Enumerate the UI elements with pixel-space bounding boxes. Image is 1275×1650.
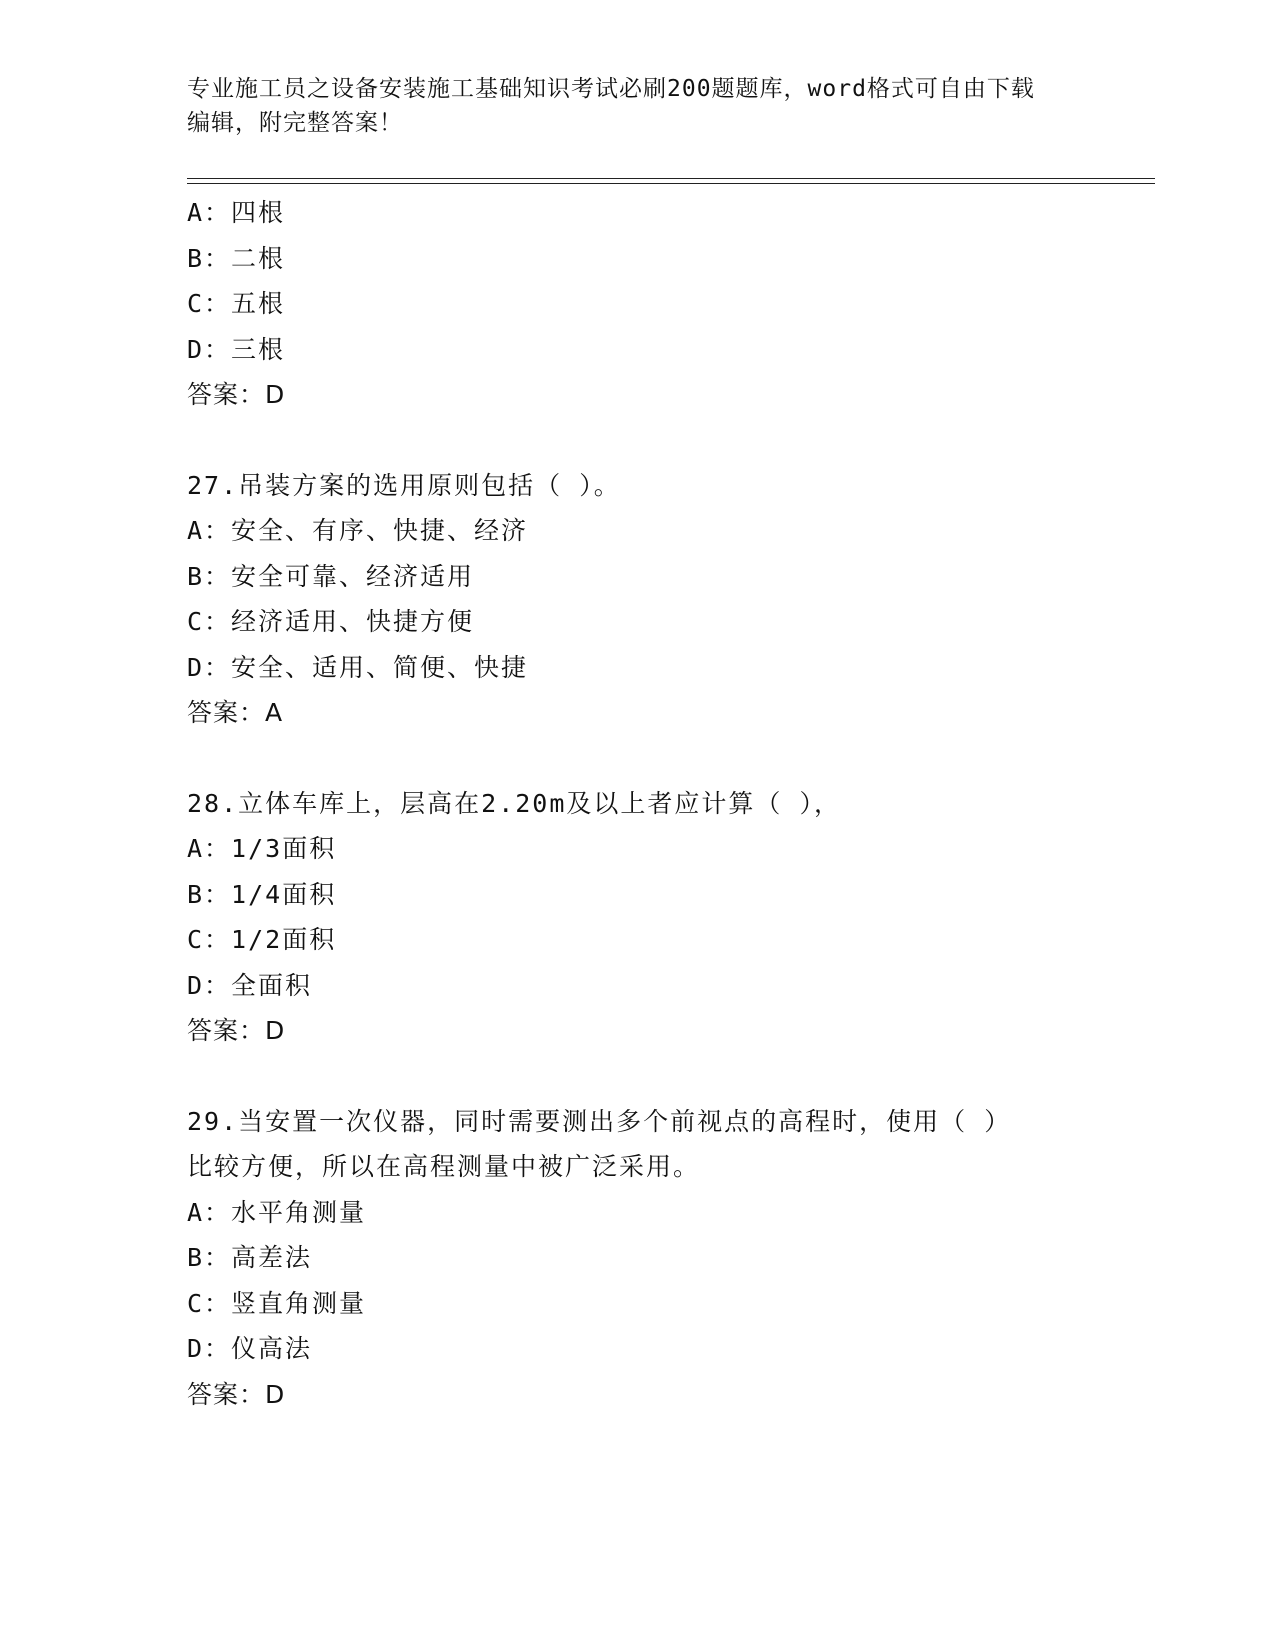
question-29	[187, 1099, 1155, 1418]
header-title-line-1: 专业施工员之设备安装施工基础知识考试必刷200题题库，word格式可自由下载	[187, 76, 1035, 102]
document-header	[187, 72, 1067, 140]
option-b: B：安全可靠、经济适用	[187, 561, 475, 591]
option-c: C：五根	[187, 289, 286, 318]
answer-line: 答案：A	[187, 698, 284, 727]
option-d: D：安全、适用、简便、快捷	[187, 652, 529, 682]
question-text-line-1: 29.当安置一次仪器，同时需要测出多个前视点的高程时，使用（ ）	[187, 1106, 1012, 1136]
header-title-line-2: 编辑，附完整答案！	[187, 110, 403, 136]
option-a: A：安全、有序、快捷、经济	[187, 516, 529, 545]
question-26	[187, 190, 1155, 418]
option-b: B：1/4面积	[187, 879, 337, 909]
header-divider-bottom	[187, 183, 1155, 184]
question-text: 27.吊装方案的选用原则包括（ ）。	[187, 470, 621, 500]
spacer	[187, 736, 1155, 781]
option-b: B：高差法	[187, 1243, 313, 1272]
option-a: A：水平角测量	[187, 1197, 367, 1227]
question-text: 28.立体车库上，层高在2.20m及以上者应计算（ ），	[187, 788, 841, 818]
question-text-line-2: 比较方便，所以在高程测量中被广泛采用。	[187, 1152, 701, 1181]
option-b: B：二根	[187, 243, 286, 273]
option-c: C：经济适用、快捷方便	[187, 607, 475, 636]
option-a: A：四根	[187, 198, 286, 227]
question-27	[187, 463, 1155, 736]
answer-line: 答案：D	[187, 1379, 286, 1409]
option-c: C：竖直角测量	[187, 1288, 367, 1318]
answer-line: 答案：D	[187, 380, 286, 409]
option-d: D：仪高法	[187, 1334, 313, 1363]
option-d: D：三根	[187, 334, 286, 364]
header-divider-top	[187, 178, 1155, 179]
question-28	[187, 781, 1155, 1054]
option-d: D：全面积	[187, 970, 313, 1000]
option-c: C：1/2面积	[187, 925, 337, 954]
option-a: A：1/3面积	[187, 834, 337, 863]
spacer	[187, 1054, 1155, 1099]
answer-line: 答案：D	[187, 1016, 286, 1045]
spacer	[187, 418, 1155, 463]
question-list	[187, 190, 1155, 1417]
